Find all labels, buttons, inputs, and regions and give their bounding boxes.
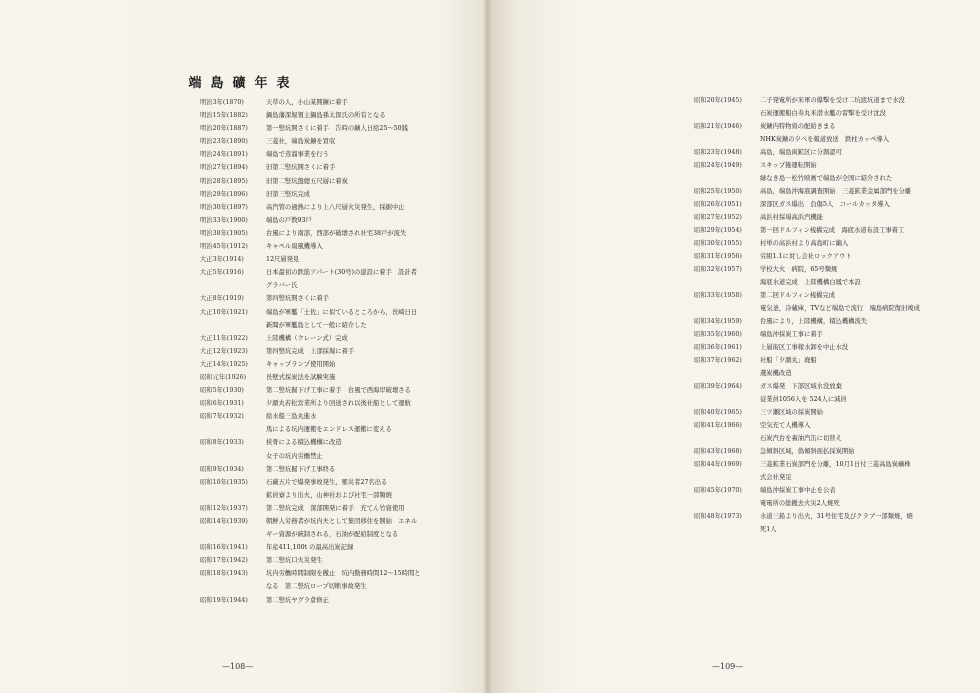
- entry-text: 労組1.1に対し会社ロックアウト: [760, 253, 852, 260]
- entry-text: 海底水道完成 上陸機構白鳳で本設: [760, 279, 861, 286]
- entry-date: [200, 489, 266, 502]
- entry-text: 三菱社，端島炭鑛を買収: [266, 138, 336, 146]
- timeline-entry: [200, 384, 485, 397]
- entry-text: なる 第二竪坑ロープ切断事故発生: [266, 583, 367, 591]
- page-number-left: —108—: [222, 662, 254, 671]
- timeline-entry: [694, 432, 974, 445]
- entry-date: 大正8年(1919): [200, 295, 244, 303]
- timeline-entry: [200, 148, 485, 161]
- right-page: [487, 0, 980, 693]
- entry-text: 第二竪坑掘下げ工事に着手 台風で西海岸破壊さる: [266, 387, 411, 395]
- entry-date: 昭和16年(1941): [200, 544, 248, 552]
- entry-text: キャペル扇風機導入: [266, 243, 323, 251]
- timeline-entry: [694, 302, 974, 315]
- timeline-entry: [200, 476, 485, 489]
- entry-text: 旧第二竪坑盤總五尺層に着炭: [266, 177, 348, 185]
- entry-date: 明治45年(1912): [200, 243, 248, 251]
- entry-date: 昭和43年(1968): [694, 448, 742, 455]
- timeline-entry: [200, 594, 485, 607]
- entry-date: 大正5年(1916): [200, 269, 244, 277]
- timeline-entry: [200, 109, 485, 122]
- entry-text: 12尺層発見: [266, 256, 300, 264]
- entry-text: 年産411,100t の最高出炭記録: [266, 544, 354, 552]
- entry-date: 昭和35年(1960): [694, 331, 742, 338]
- entry-text: 従業員1056人を 524人に減員: [760, 396, 847, 403]
- timeline-entry: [200, 214, 485, 227]
- entry-text: 社船「夕顔丸」廃船: [760, 357, 817, 364]
- timeline-entry: [200, 423, 485, 436]
- entry-date: 昭和39年(1964): [694, 383, 742, 390]
- timeline-entry: [694, 445, 974, 458]
- timeline-entry: [200, 96, 485, 109]
- timeline-entry: [200, 292, 485, 305]
- entry-text: 高浜村採場高浜汽機能: [760, 214, 823, 221]
- entry-text: 学校大火 病院，65号類焼: [760, 266, 838, 273]
- entry-date: [694, 172, 760, 185]
- entry-date: 昭和9年(1934): [200, 465, 244, 473]
- timeline-entry: [694, 250, 974, 263]
- entry-date: 昭和23年(1948): [694, 149, 742, 156]
- timeline-entry: [694, 237, 974, 250]
- entry-text: 端島の戸数93戸: [266, 216, 312, 224]
- entry-date: [694, 523, 760, 536]
- entry-text: 石蔵五片で爆発事故発生，罹災者27名出る: [266, 478, 388, 486]
- entry-date: [694, 276, 760, 289]
- timeline-entry: [694, 341, 974, 354]
- entry-text: 高島，端島沖海底調査開始 三菱鉱業金属部門を分離: [760, 188, 912, 195]
- entry-date: [200, 580, 266, 593]
- timeline-entry: [200, 410, 485, 423]
- timeline-entry: [200, 319, 485, 332]
- entry-date: 昭和19年(1944): [200, 596, 248, 604]
- entry-text: 長壁式採炭法を試験実施: [266, 373, 336, 381]
- entry-date: 昭和27年(1952): [694, 214, 742, 221]
- timeline-entry: [694, 289, 974, 302]
- timeline-entry: [200, 567, 485, 580]
- timeline-entry: [200, 358, 485, 371]
- timeline-entry: [200, 528, 485, 541]
- timeline-list-left: [200, 96, 485, 607]
- timeline-entry: [694, 146, 974, 159]
- entry-date: 明治30年(1897): [200, 203, 248, 211]
- left-page: [0, 0, 487, 693]
- timeline-entry: [200, 135, 485, 148]
- entry-text: 台風により南部，西部が破壊され社宅38戸が流失: [266, 229, 407, 237]
- entry-date: 昭和5年(1930): [200, 387, 244, 395]
- entry-date: 昭和48年(1973): [694, 513, 742, 520]
- entry-date: 昭和12年(1937): [200, 504, 248, 512]
- timeline-entry: [694, 380, 974, 393]
- entry-date: 明治38年(1905): [200, 229, 248, 237]
- entry-text: 式会社発足: [760, 474, 792, 481]
- entry-date: 昭和8年(1933): [200, 439, 244, 447]
- timeline-entry: [200, 345, 485, 358]
- timeline-entry: [200, 201, 485, 214]
- timeline-entry: [200, 463, 485, 476]
- entry-date: 昭和41年(1966): [694, 422, 742, 429]
- timeline-entry: [694, 510, 974, 523]
- timeline-entry: [694, 354, 974, 367]
- timeline-entry: [694, 133, 974, 146]
- entry-text: 高汽管の過熱により上八尺層火災発生，採掘中止: [266, 203, 405, 211]
- entry-date: [200, 319, 266, 332]
- entry-date: 昭和25年(1950): [694, 188, 742, 195]
- entry-text: 高島，端島両鉱区に分割認可: [760, 149, 842, 156]
- timeline-entry: [694, 315, 974, 328]
- entry-text: 深部区ガス爆出 負傷5人 コールカッタ導入: [760, 201, 890, 208]
- timeline-entry: [200, 188, 485, 201]
- timeline-entry: [200, 240, 485, 253]
- entry-date: 大正11年(1922): [200, 334, 248, 342]
- entry-text: 上層街区工事稼水卸を中止水没: [760, 344, 849, 351]
- entry-text: 旧第二竪坑開さくに着手: [266, 164, 336, 172]
- entry-text: 鍋島藩深堀領主鍋島孫太郎氏の所有となる: [266, 112, 386, 120]
- entry-date: [200, 528, 266, 541]
- entry-text: 電電所の総撤去火災2人焼死: [760, 500, 840, 507]
- entry-text: 台風により，上陸機構，積込機構流失: [760, 318, 868, 325]
- entry-date: 大正14年(1925): [200, 360, 248, 368]
- timeline-entry: [694, 159, 974, 172]
- entry-text: 朝鮮人労務者が坑内夫として集団移住を開始 エネル: [266, 518, 418, 525]
- entry-date: 明治28年(1895): [200, 177, 248, 185]
- entry-text: 端島が軍艦「土佐」に似ているところから，長崎日日: [266, 308, 418, 316]
- entry-date: 昭和24年(1949): [694, 162, 742, 169]
- timeline-entry: [694, 185, 974, 198]
- timeline-entry: [694, 172, 974, 185]
- entry-text: 日本最初の鉄筋アパート(30号)の建設に着手 設計者: [266, 269, 417, 277]
- timeline-entry: [200, 554, 485, 567]
- entry-date: 昭和40年(1965): [694, 409, 742, 416]
- entry-date: 昭和元年(1926): [200, 373, 247, 381]
- entry-date: [694, 432, 760, 445]
- timeline-entry: [694, 393, 974, 406]
- entry-date: [200, 279, 266, 292]
- entry-text: 第二竪坑完成 深部開発に着手 充てん竹資使用: [266, 504, 405, 512]
- timeline-entry: [200, 253, 485, 266]
- timeline-entry: [200, 397, 485, 410]
- entry-date: [694, 133, 760, 146]
- entry-text: 給水船三島丸進水: [266, 413, 317, 421]
- timeline-entry: [694, 497, 974, 510]
- timeline-entry: [200, 266, 485, 279]
- timeline-entry: [694, 263, 974, 276]
- entry-text: 第二竪坑ヤグラ倉修正: [266, 596, 329, 604]
- entry-date: 明治27年(1894): [200, 164, 248, 172]
- timeline-entry: [694, 406, 974, 419]
- entry-text: ギー資源が統制される，石油が配給制度となる: [266, 531, 399, 539]
- entry-text: 坑内労働時間制限を撤止 坑内勤務時間12～15時間と: [266, 570, 421, 578]
- entry-date: 明治20年(1887): [200, 125, 248, 133]
- timeline-entry: [200, 306, 485, 319]
- timeline-entry: [694, 419, 974, 432]
- entry-date: 昭和20年(1945): [694, 97, 742, 104]
- entry-text: スキップ捲運転開始: [760, 162, 817, 169]
- entry-text: 水道三鉛より出火，31号住宅及びクラブ一部類焼，焼: [760, 513, 913, 520]
- entry-date: 昭和26年(1951): [694, 201, 742, 208]
- timeline-entry: [200, 227, 485, 240]
- timeline-entry: [694, 107, 974, 120]
- entry-text: 第二回ドルフィン桟橋完成: [760, 292, 836, 299]
- entry-date: 昭和30年(1955): [694, 240, 742, 247]
- entry-text: 三ツ瀬区域の採炭開始: [760, 409, 823, 416]
- entry-text: 上陸機構（クレーン式）完成: [266, 334, 348, 342]
- page-title: 端島礦年表: [188, 76, 299, 91]
- entry-text: 緑なき島－松竹映画で端島が全国に紹介された: [760, 175, 893, 182]
- entry-date: [694, 471, 760, 484]
- entry-text: 夕顔丸若松営業所より回送され以後社船として運航: [266, 400, 411, 408]
- entry-text: 馬による坑内運搬をエンドレス運搬に変える: [266, 426, 392, 434]
- entry-text: 女子の坑内労働禁止: [266, 452, 323, 460]
- entry-text: グラバー氏: [266, 282, 298, 290]
- entry-text: 第二竪坑掘下げ工事終る: [266, 465, 336, 473]
- entry-date: 昭和6年(1931): [200, 400, 244, 408]
- entry-text: 新聞が軍艦島として一般に紹介した: [266, 321, 367, 329]
- entry-text: 旧第三竪坑完成: [266, 190, 311, 198]
- entry-date: [200, 450, 266, 463]
- timeline-entry: [200, 515, 485, 528]
- entry-text: 第四竪坑完成 上部採堀に着手: [266, 347, 355, 355]
- entry-date: [694, 302, 760, 315]
- entry-text: 鉱員寮より出火，山神社および社宅一部類焼: [266, 491, 392, 499]
- entry-date: 明治24年(1891): [200, 151, 248, 159]
- entry-date: 明治29年(1896): [200, 190, 248, 198]
- entry-text: 天草の人，小山某開鑛に着手: [266, 99, 348, 106]
- timeline-entry: [200, 502, 485, 515]
- timeline-entry: [200, 371, 485, 384]
- entry-date: 大正10年(1921): [200, 308, 248, 316]
- entry-text: 石炭運搬船白寿丸米潜水艦の雷撃を受け沈没: [760, 110, 886, 117]
- entry-date: 明治3年(1870): [200, 99, 244, 106]
- timeline-entry: [200, 436, 485, 449]
- timeline-entry: [200, 161, 485, 174]
- timeline-entry: [694, 224, 974, 237]
- entry-text: 村単の高浜村より高島町に編入: [760, 240, 849, 247]
- entry-date: 昭和18年(1943): [200, 570, 248, 578]
- entry-date: [200, 423, 266, 436]
- timeline-entry: [694, 458, 974, 471]
- timeline-entry: [694, 94, 974, 107]
- entry-date: 昭和33年(1958): [694, 292, 742, 299]
- entry-date: [694, 393, 760, 406]
- entry-text: 急傾斜区域，偽傾斜面払採炭開始: [760, 448, 855, 455]
- entry-date: 昭和17年(1942): [200, 557, 248, 565]
- timeline-entry: [694, 523, 974, 536]
- timeline-entry: [694, 484, 974, 497]
- entry-text: 第一竪坑開さくに着手 告時の鑛人日給25～50銭: [266, 125, 408, 133]
- entry-date: 昭和44年(1969): [694, 461, 742, 468]
- entry-date: 昭和36年(1961): [694, 344, 742, 351]
- page-number-right: —109—: [712, 662, 744, 671]
- entry-date: 明治15年(1882): [200, 112, 248, 120]
- entry-date: 昭和37年(1962): [694, 357, 742, 364]
- timeline-entry: [694, 211, 974, 224]
- entry-text: 石炭汽台を裏油汽缶に切替え: [760, 435, 842, 442]
- entry-date: 昭和31年(1956): [694, 253, 742, 260]
- entry-date: [694, 497, 760, 510]
- entry-date: 明治23年(1890): [200, 138, 248, 146]
- entry-text: キャップランプ使用開始: [266, 360, 336, 368]
- entry-date: 大正3年(1914): [200, 256, 244, 264]
- timeline-entry: [694, 328, 974, 341]
- entry-date: 大正12年(1923): [200, 347, 248, 355]
- entry-date: 明治33年(1900): [200, 216, 248, 224]
- timeline-entry: [200, 541, 485, 554]
- entry-text: 選炭機改造: [760, 370, 792, 377]
- timeline-entry: [200, 450, 485, 463]
- entry-date: 昭和10年(1935): [200, 478, 248, 486]
- entry-text: 第一回ドルフィン桟橋完成 海底水道布設工事着工: [760, 227, 905, 234]
- timeline-entry: [200, 279, 485, 292]
- timeline-entry: [200, 332, 485, 345]
- entry-text: 端島沖採炭工事中止を公表: [760, 487, 836, 494]
- entry-date: [694, 107, 760, 120]
- entry-text: 空気充て人機導入: [760, 422, 811, 429]
- entry-text: 死1人: [760, 526, 777, 533]
- entry-text: 二子発電所が米軍の爆撃を受け二坑底坑道まで水没: [760, 97, 905, 104]
- entry-date: [694, 367, 760, 380]
- entry-text: 端島沖採炭工事に着手: [760, 331, 823, 338]
- entry-text: 第四竪坑開さくに着手: [266, 295, 329, 303]
- book-gutter: [482, 0, 492, 693]
- entry-date: 昭和34年(1959): [694, 318, 742, 325]
- entry-date: 昭和45年(1970): [694, 487, 742, 494]
- timeline-entry: [694, 367, 974, 380]
- entry-text: 三菱鉱業石炭部門を分離，10月1日付三菱高島炭礦株: [760, 461, 911, 468]
- entry-text: 第二竪坑口火災発生: [266, 557, 323, 565]
- entry-text: 炭鑛内特物資の配給きまる: [760, 123, 836, 130]
- timeline-entry: [694, 120, 974, 133]
- entry-date: 昭和29年(1954): [694, 227, 742, 234]
- timeline-entry: [200, 489, 485, 502]
- entry-text: 挟骨による積込機構に改造: [266, 439, 342, 447]
- entry-text: 端島で蒸溜事業を行う: [266, 151, 329, 159]
- entry-date: 昭和7年(1932): [200, 413, 244, 421]
- entry-text: NHK炭鑛の夕べを報道放送 鉄柱カッペ導入: [760, 136, 889, 143]
- timeline-entry: [200, 122, 485, 135]
- entry-date: 昭和21年(1946): [694, 123, 742, 130]
- entry-date: 昭和32年(1957): [694, 266, 742, 273]
- entry-text: 電気釜，冷蔵庫，TVなど端島で流行 端島病院復旧竣成: [760, 305, 920, 312]
- timeline-list-right: [694, 94, 974, 536]
- timeline-entry: [694, 471, 974, 484]
- timeline-entry: [694, 198, 974, 211]
- timeline-entry: [200, 175, 485, 188]
- entry-text: ガス爆発 下部区域水没放棄: [760, 383, 842, 390]
- entry-date: 昭和14年(1939): [200, 518, 248, 525]
- timeline-entry: [200, 580, 485, 593]
- timeline-entry: [694, 276, 974, 289]
